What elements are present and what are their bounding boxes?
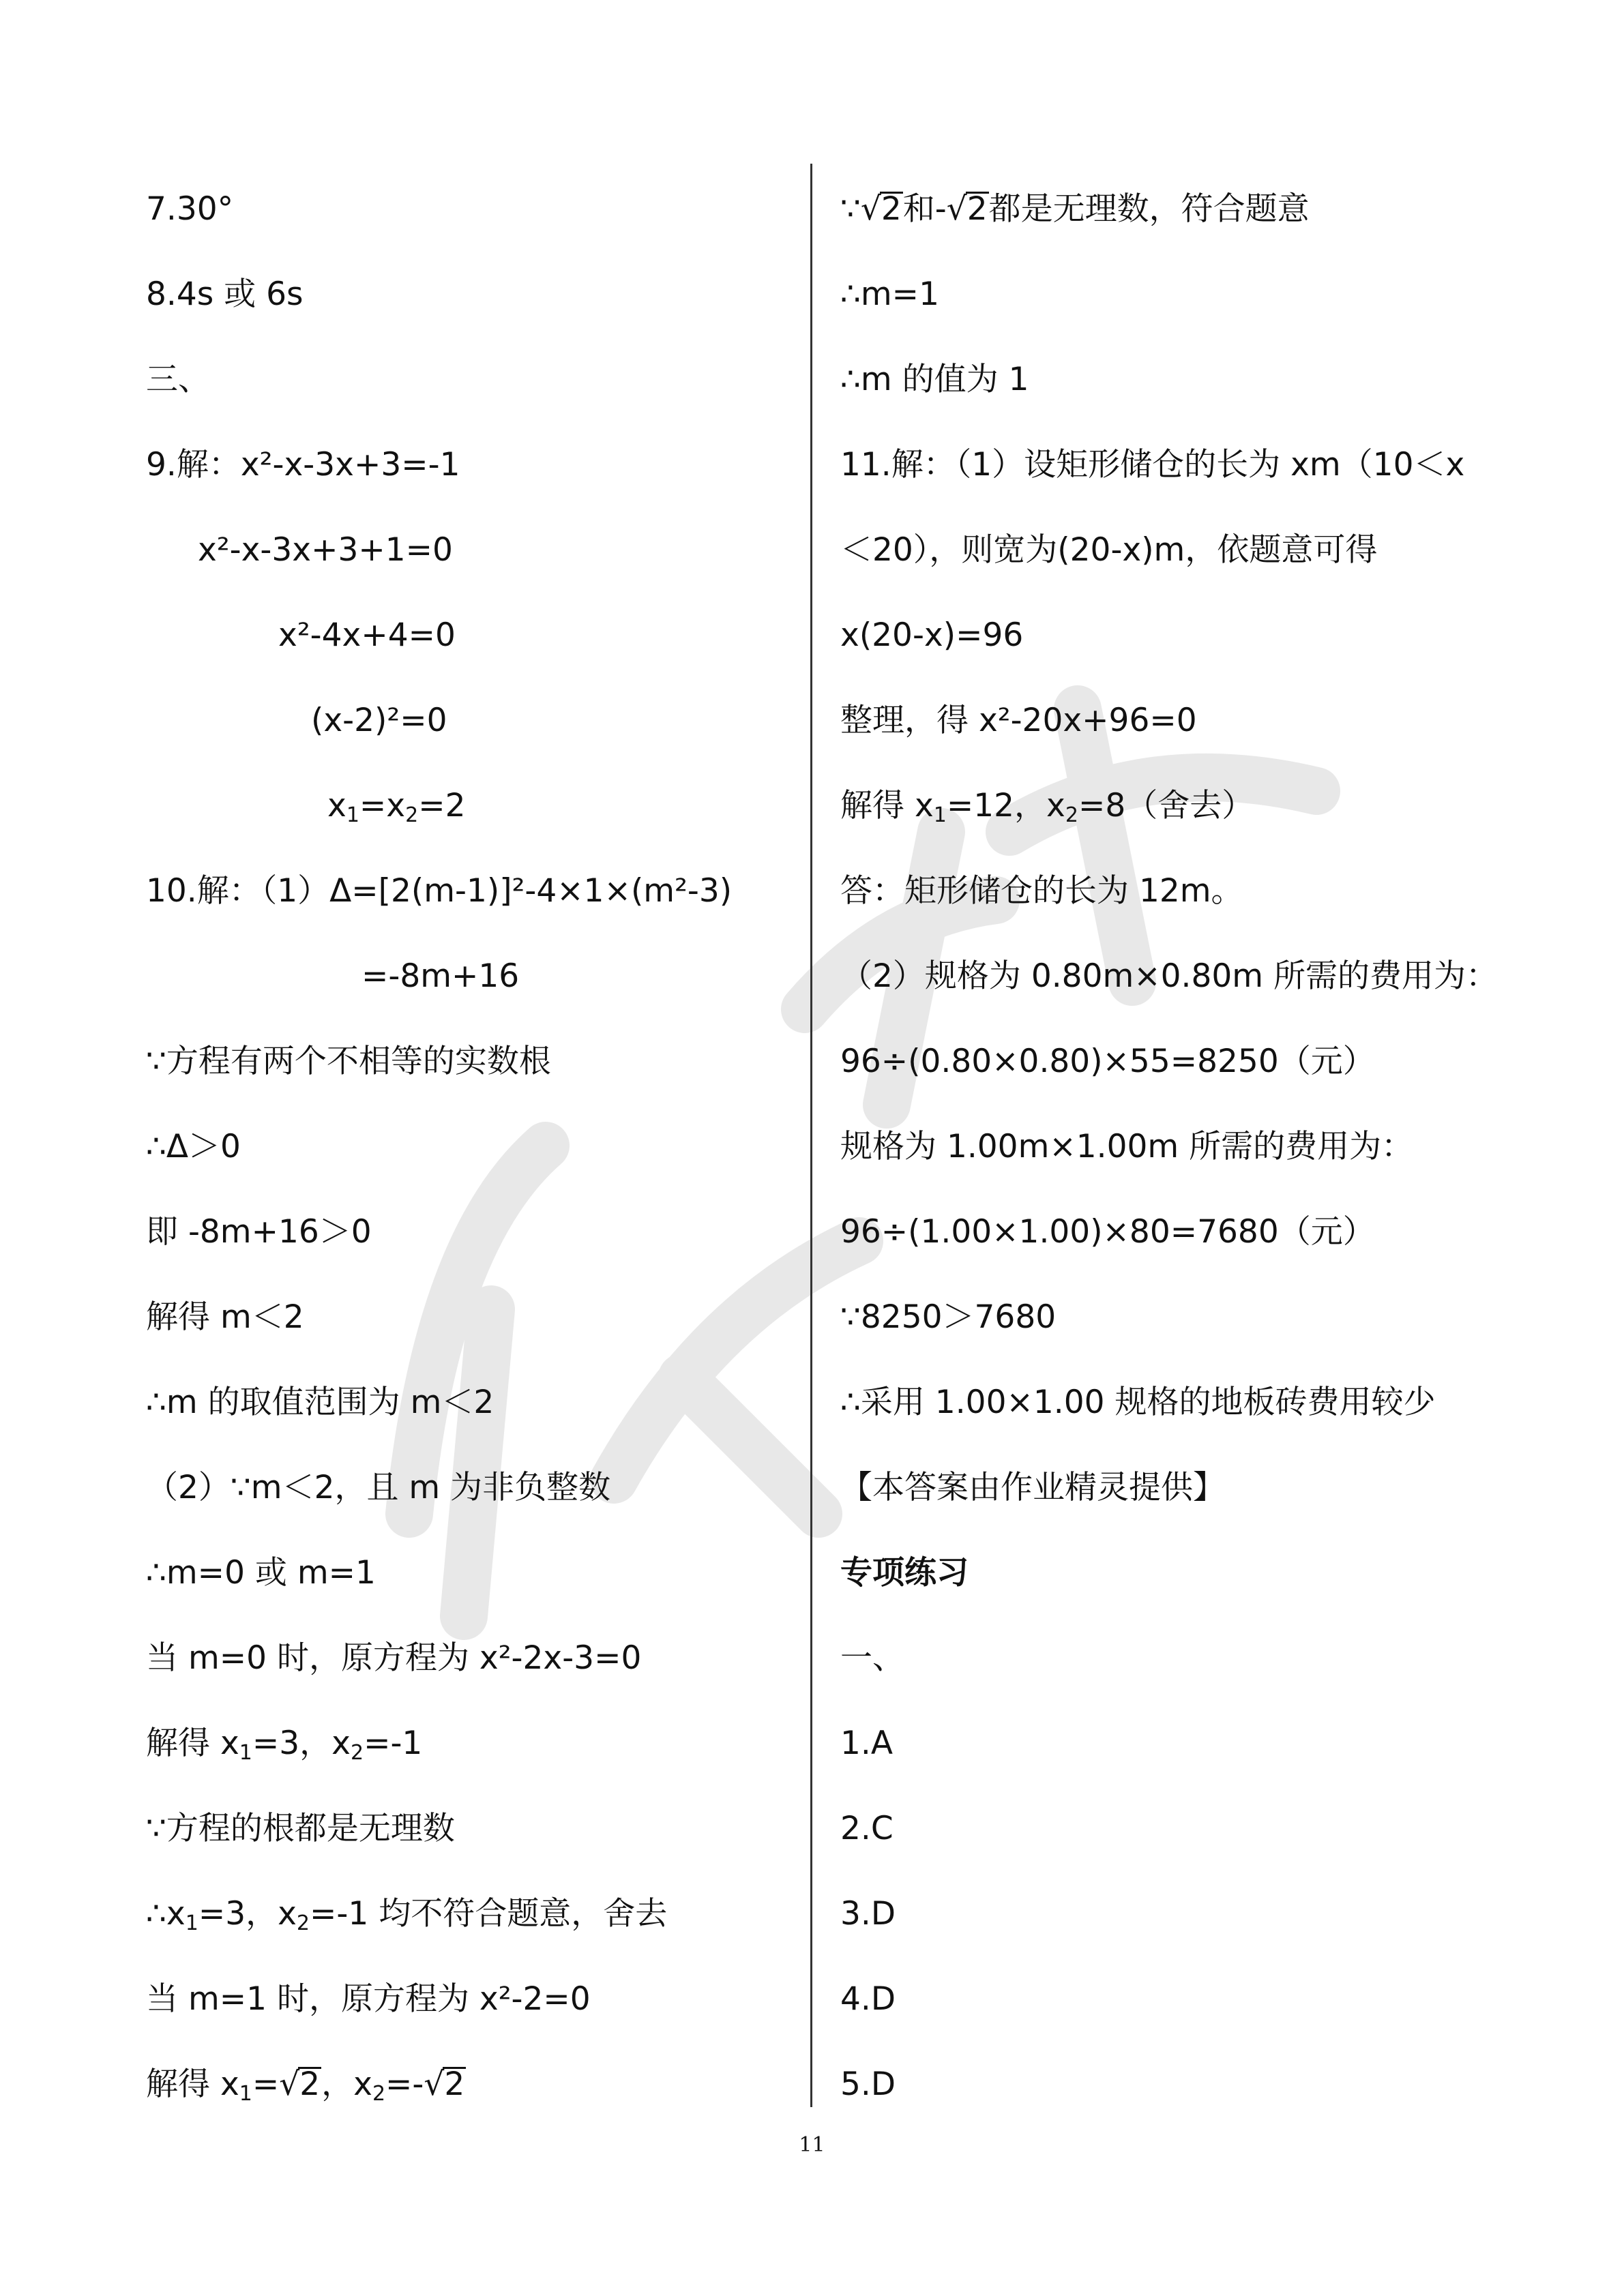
attribution-note: 【本答案由作业精灵提供】 — [840, 1469, 1225, 1506]
solution-10-line-11: 解得 $x_1=3$，$x_2=-1$ — [146, 1725, 423, 1765]
answer-1: 1.A — [840, 1725, 893, 1762]
solution-10-line-2: =-8m+16 — [361, 957, 520, 995]
solution-11-line-7: （2）规格为 0.80m×0.80m 所需的费用为： — [840, 957, 1498, 995]
solution-11-line-5: 解得 $x_1=12$，$x_2=8$（舍去） — [840, 787, 1254, 827]
solution-10-line-15: 解得 $x_1=√2$，$x_2=-√2$ — [146, 2066, 465, 2106]
solution-9-line-3: x²-4x+4=0 — [278, 616, 456, 654]
solution-11-line-8: 96÷(0.80×0.80)×55=8250（元） — [840, 1043, 1375, 1080]
solution-10-line-7: ∴m 的取值范围为 m＜2 — [146, 1384, 494, 1421]
solution-11-line-12: ∴采用 1.00×1.00 规格的地板砖费用较少 — [840, 1384, 1436, 1421]
solution-10-line-17: ∴m=1 — [840, 275, 939, 313]
sqrt-icon: √ — [860, 190, 881, 228]
solution-11-line-4: 整理，得 x²-20x+96=0 — [840, 702, 1197, 739]
solution-10-line-12: ∵方程的根都是无理数 — [146, 1810, 455, 1847]
solution-10-line-14: 当 m=1 时，原方程为 x²-2=0 — [146, 1980, 591, 2018]
solution-9-line-4: (x-2)²=0 — [311, 702, 447, 739]
solution-11-line-10: 96÷(1.00×1.00)×80=7680（元） — [840, 1213, 1375, 1251]
solution-11-line-1: 11.解：（1）设矩形储仓的长为 xm（10＜x — [840, 446, 1465, 483]
answer-5: 5.D — [840, 2066, 896, 2103]
solution-11-line-3: x(20-x)=96 — [840, 616, 1024, 654]
solution-10-line-5: 即 -8m+16＞0 — [146, 1213, 372, 1251]
solution-10-line-9: ∴m=0 或 m=1 — [146, 1554, 376, 1592]
answer-2: 2.C — [840, 1810, 894, 1847]
answer-3: 3.D — [840, 1895, 896, 1933]
sqrt-icon: √ — [279, 2066, 300, 2103]
solution-10-line-13: $\therefore x_1=3$，$x_2=-1$ 均不符合题意，舍去 — [146, 1895, 668, 1935]
sqrt-icon: √ — [424, 2066, 445, 2103]
solution-10-line-8: （2）∵m＜2，且 m 为非负整数 — [146, 1469, 611, 1506]
answer-7: 7.30° — [146, 190, 234, 228]
solution-9-result: $x_1=x_2=2$ — [327, 787, 466, 827]
solution-10-line-18: ∴m 的值为 1 — [840, 361, 1029, 398]
sqrt-icon: √ — [946, 190, 967, 228]
column-divider — [810, 164, 812, 2107]
answer-4: 4.D — [840, 1980, 896, 2018]
solution-9-line-2: x²-x-3x+3+1=0 — [198, 531, 453, 569]
solution-10-line-10: 当 m=0 时，原方程为 x²-2x-3=0 — [146, 1639, 642, 1677]
solution-10-line-4: ∴Δ＞0 — [146, 1128, 241, 1165]
solution-11-line-11: ∵8250＞7680 — [840, 1298, 1057, 1336]
solution-11-line-9: 规格为 1.00m×1.00m 所需的费用为： — [840, 1128, 1414, 1165]
solution-10-line-16: ∵√2和-√2都是无理数，符合题意 — [840, 190, 1310, 228]
solution-11-line-6: 答：矩形储仓的长为 12m。 — [840, 872, 1243, 910]
solution-10-line-3: ∵方程有两个不相等的实数根 — [146, 1043, 551, 1080]
solution-11-line-2: ＜20），则宽为(20-x)m，依题意可得 — [840, 531, 1378, 569]
solution-9-line-1: 9.解：x²-x-3x+3=-1 — [146, 446, 460, 483]
page-number: 11 — [799, 2133, 825, 2157]
solution-10-line-1: 10.解：（1）Δ=[2(m-1)]²-4×1×(m²-3) — [146, 872, 733, 910]
section-title-special-practice: 专项练习 — [840, 1554, 969, 1592]
answer-8: 8.4s 或 6s — [146, 275, 304, 313]
solution-10-line-6: 解得 m＜2 — [146, 1298, 304, 1336]
section-heading-1: 一、 — [840, 1639, 904, 1677]
section-heading-3: 三、 — [146, 361, 210, 398]
